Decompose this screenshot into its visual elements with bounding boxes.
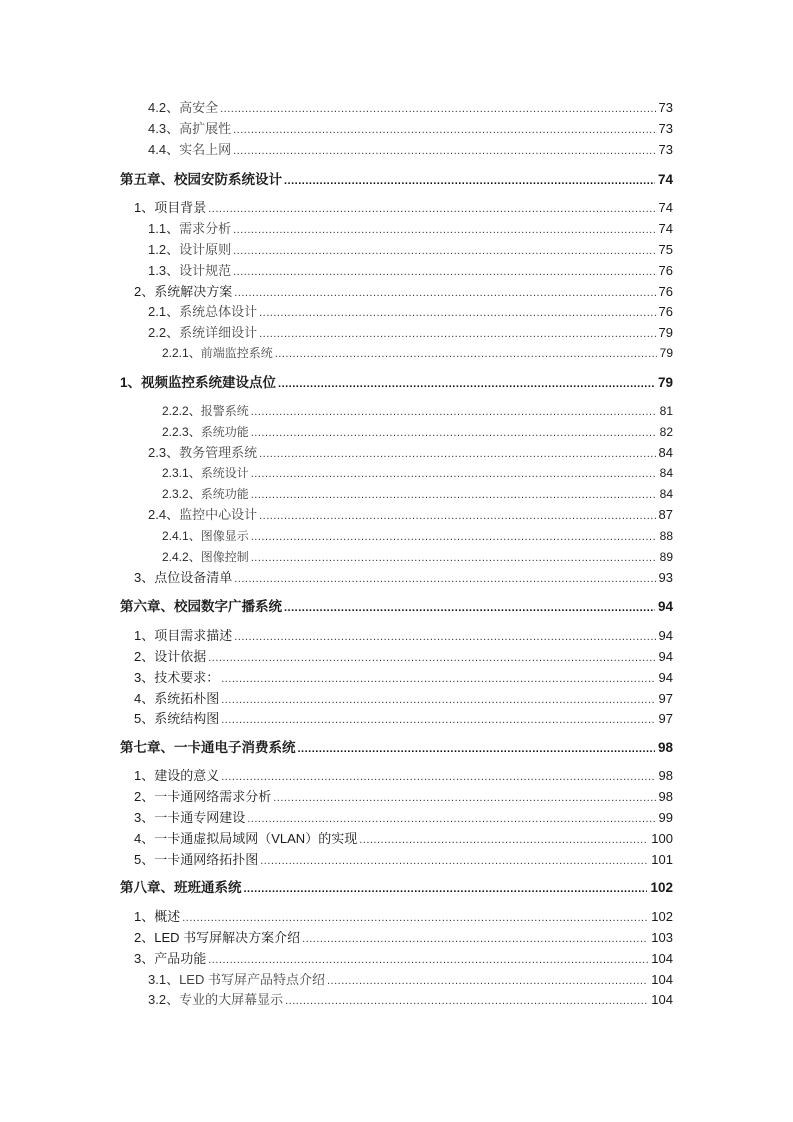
toc-entry[interactable] bbox=[0, 988, 673, 1008]
toc-entry[interactable] bbox=[0, 566, 673, 586]
dot-leader bbox=[273, 789, 655, 805]
toc-entry[interactable] bbox=[0, 321, 673, 341]
dot-leader bbox=[233, 121, 655, 137]
toc-chapter-heading[interactable] bbox=[0, 876, 673, 896]
toc-entry-number: 1、 bbox=[134, 628, 155, 643]
toc-entry-number: 4、 bbox=[134, 831, 155, 846]
toc-page-number: 76 bbox=[658, 263, 673, 278]
toc-chapter-heading[interactable] bbox=[0, 736, 673, 756]
toc-entry-number: 1.3、 bbox=[148, 263, 180, 278]
toc-page-number: 76 bbox=[658, 284, 673, 299]
toc-page-number: 102 bbox=[650, 880, 673, 895]
dot-leader bbox=[278, 375, 655, 391]
toc-entry[interactable] bbox=[0, 300, 673, 320]
toc-entry-number: 3、 bbox=[134, 570, 155, 585]
dot-leader bbox=[247, 810, 655, 826]
dot-leader bbox=[182, 909, 648, 925]
dot-leader bbox=[234, 628, 655, 644]
toc-entry-number: 1、 bbox=[134, 200, 155, 215]
toc-entry-title: 一卡通专网建设 bbox=[154, 810, 246, 825]
toc-page-number: 84 bbox=[658, 445, 673, 460]
toc-page-number: 94 bbox=[658, 628, 673, 643]
toc-page-number: 93 bbox=[658, 570, 673, 585]
toc-entry-title: 系统解决方案 bbox=[154, 284, 233, 299]
toc-entry-number: 2、 bbox=[134, 789, 155, 804]
dot-leader bbox=[234, 284, 655, 300]
toc-page-number: 73 bbox=[658, 100, 673, 115]
toc-entry[interactable] bbox=[0, 117, 673, 137]
toc-entry-title: 高扩展性 bbox=[179, 121, 232, 136]
toc-entry-title: 系统结构图 bbox=[154, 711, 220, 726]
toc-entry-title: 图像显示 bbox=[200, 529, 249, 543]
toc-entry-label bbox=[120, 740, 298, 756]
dot-leader bbox=[221, 768, 655, 784]
toc-entry-label bbox=[134, 852, 260, 868]
dot-leader bbox=[298, 740, 655, 756]
toc-page-number: 94 bbox=[658, 649, 673, 664]
dot-leader bbox=[251, 403, 657, 419]
toc-page-number: 82 bbox=[659, 425, 673, 439]
dot-leader bbox=[221, 711, 655, 727]
toc-entry[interactable] bbox=[0, 968, 673, 988]
toc-entry-label bbox=[148, 221, 233, 237]
toc-entry-number: 1.1、 bbox=[148, 221, 180, 236]
toc-entry-number: 第八章、 bbox=[120, 880, 174, 895]
toc-entry-label bbox=[148, 304, 259, 320]
toc-entry-number: 第六章、 bbox=[120, 599, 174, 614]
toc-entry-title: 项目需求描述 bbox=[154, 628, 233, 643]
toc-page-number: 73 bbox=[658, 121, 673, 136]
dot-leader bbox=[284, 172, 655, 188]
toc-entry-title: 一卡通电子消费系统 bbox=[174, 740, 296, 755]
toc-entry[interactable] bbox=[0, 926, 673, 946]
toc-entry-label bbox=[120, 375, 278, 391]
dot-leader bbox=[302, 930, 648, 946]
toc-entry[interactable] bbox=[0, 545, 673, 565]
toc-entry-label bbox=[134, 768, 221, 784]
toc-entry[interactable] bbox=[0, 138, 673, 158]
toc-entry-label bbox=[162, 465, 251, 481]
toc-entry-label bbox=[134, 284, 234, 300]
toc-entry-label bbox=[148, 242, 233, 258]
toc-entry-label bbox=[148, 445, 259, 461]
toc-entry[interactable] bbox=[0, 707, 673, 727]
toc-entry-number: 4.2、 bbox=[148, 100, 180, 115]
toc-entry-label bbox=[134, 711, 221, 727]
toc-entry-title: 教务管理系统 bbox=[179, 445, 258, 460]
toc-entry-label bbox=[120, 172, 284, 188]
toc-entry-number: 2.1、 bbox=[148, 304, 180, 319]
toc-entry-label bbox=[134, 691, 221, 707]
dot-leader bbox=[285, 992, 648, 1008]
toc-entry-label bbox=[134, 951, 208, 967]
toc-entry-title: 校园安防系统设计 bbox=[174, 172, 282, 187]
toc-page-number: 74 bbox=[657, 172, 673, 187]
toc-page-number: 87 bbox=[658, 507, 673, 522]
toc-entry[interactable] bbox=[0, 461, 673, 481]
dot-leader bbox=[221, 670, 655, 686]
toc-entry[interactable] bbox=[0, 785, 673, 805]
toc-entry-title: 系统设计 bbox=[200, 466, 249, 480]
dot-leader bbox=[359, 831, 648, 847]
toc-page-number: 73 bbox=[658, 142, 673, 157]
toc-entry-label bbox=[134, 649, 208, 665]
toc-entry-label bbox=[148, 972, 327, 988]
toc-entry-title: 概述 bbox=[154, 909, 181, 924]
toc-entry[interactable] bbox=[0, 848, 673, 868]
toc-entry-number: 2.2.3、 bbox=[162, 425, 201, 439]
toc-entry-number: 1.2、 bbox=[148, 242, 180, 257]
toc-entry-label bbox=[134, 831, 359, 847]
toc-page-number: 74 bbox=[658, 221, 673, 236]
toc-entry-title: 系统总体设计 bbox=[179, 304, 258, 319]
dot-leader bbox=[251, 486, 657, 502]
toc-entry-title: 系统拓朴图 bbox=[154, 691, 220, 706]
dot-leader bbox=[208, 200, 655, 216]
toc-page-number: 84 bbox=[659, 487, 673, 501]
toc-page-number: 84 bbox=[659, 466, 673, 480]
toc-entry-title: 前端监控系统 bbox=[200, 346, 273, 360]
toc-entry-label bbox=[162, 424, 251, 440]
toc-entry-title: 监控中心设计 bbox=[179, 507, 258, 522]
dot-leader bbox=[244, 880, 648, 896]
toc-entry[interactable] bbox=[0, 280, 673, 300]
toc-entry-title: 视频监控系统建设点位 bbox=[141, 375, 277, 390]
toc-page-number: 100 bbox=[651, 831, 673, 846]
toc-page-number: 102 bbox=[651, 909, 673, 924]
toc-page-number: 74 bbox=[658, 200, 673, 215]
toc-entry-title: 专业的大屏幕显示 bbox=[179, 992, 284, 1007]
toc-entry-title: 设计原则 bbox=[179, 242, 232, 257]
toc-entry-title: 一卡通网络需求分析 bbox=[154, 789, 272, 804]
toc-chapter-heading[interactable] bbox=[0, 168, 673, 188]
toc-entry-label bbox=[134, 789, 273, 805]
dot-leader bbox=[233, 221, 655, 237]
toc-entry-label bbox=[148, 263, 233, 279]
dot-leader bbox=[275, 345, 657, 361]
toc-entry-number: 2、 bbox=[134, 649, 155, 664]
toc-page-number: 104 bbox=[651, 972, 673, 987]
toc-entry-label bbox=[148, 121, 233, 137]
toc-entry-title: 需求分析 bbox=[179, 221, 232, 236]
toc-entry-label bbox=[134, 810, 247, 826]
dot-leader bbox=[259, 304, 655, 320]
toc-entry-label bbox=[120, 880, 244, 896]
toc-entry-label bbox=[134, 570, 234, 586]
toc-entry[interactable] bbox=[0, 524, 673, 544]
toc-entry-number: 5、 bbox=[134, 711, 155, 726]
toc-entry-title: 校园数字广播系统 bbox=[174, 599, 282, 614]
toc-entry[interactable] bbox=[0, 905, 673, 925]
toc-entry-label bbox=[148, 142, 233, 158]
toc-page-number: 81 bbox=[659, 404, 673, 418]
toc-entry-title: 图像控制 bbox=[200, 550, 249, 564]
toc-entry-number: 2.3.2、 bbox=[162, 487, 201, 501]
toc-entry-number: 4、 bbox=[134, 691, 155, 706]
dot-leader bbox=[221, 691, 655, 707]
toc-entry-title: 高安全 bbox=[179, 100, 219, 115]
toc-page-number: 88 bbox=[659, 529, 673, 543]
toc-entry-title: 一卡通虚拟局域网（VLAN）的实现 bbox=[154, 831, 358, 846]
toc-entry-title: 设计依据 bbox=[154, 649, 207, 664]
toc-entry-number: 2.2.1、 bbox=[162, 346, 201, 360]
toc-entry[interactable] bbox=[0, 441, 673, 461]
toc-entry-number: 2、 bbox=[134, 930, 155, 945]
toc-page-number: 94 bbox=[658, 670, 673, 685]
dot-leader bbox=[208, 951, 648, 967]
dot-leader bbox=[233, 142, 655, 158]
toc-entry-number: 2.3、 bbox=[148, 445, 180, 460]
toc-entry-title: 设计规范 bbox=[179, 263, 232, 278]
dot-leader bbox=[260, 852, 648, 868]
toc-entry-label bbox=[134, 628, 234, 644]
toc-entry-title: 一卡通网络拓扑图 bbox=[154, 852, 259, 867]
toc-entry[interactable] bbox=[0, 666, 673, 686]
toc-entry[interactable] bbox=[0, 764, 673, 784]
toc-entry-label bbox=[120, 599, 284, 615]
toc-page-number: 98 bbox=[658, 789, 673, 804]
toc-entry-title: 建设的意义 bbox=[154, 768, 220, 783]
toc-entry-label bbox=[148, 992, 285, 1008]
toc-page-number: 97 bbox=[658, 711, 673, 726]
toc-chapter-heading[interactable] bbox=[0, 595, 673, 615]
toc-entry-title: 产品功能 bbox=[154, 951, 207, 966]
toc-entry[interactable] bbox=[0, 503, 673, 523]
toc-page-number: 79 bbox=[659, 346, 673, 360]
toc-entry-label bbox=[162, 486, 251, 502]
toc-entry-number: 2、 bbox=[134, 284, 155, 299]
toc-entry-number: 4.4、 bbox=[148, 142, 180, 157]
toc-entry-label bbox=[162, 528, 251, 544]
toc-entry[interactable] bbox=[0, 624, 673, 644]
toc-entry-title: 技术要求： bbox=[154, 670, 220, 685]
toc-entry-label bbox=[134, 200, 208, 216]
toc-page-number: 98 bbox=[657, 740, 673, 755]
dot-leader bbox=[251, 465, 657, 481]
toc-entry[interactable] bbox=[0, 341, 673, 361]
toc-entry-number: 3、 bbox=[134, 670, 155, 685]
toc-entry-label bbox=[148, 507, 259, 523]
toc-entry[interactable] bbox=[0, 238, 673, 258]
toc-page-number: 101 bbox=[651, 852, 673, 867]
toc-entry-title: 实名上网 bbox=[179, 142, 232, 157]
toc-page-number: 104 bbox=[651, 951, 673, 966]
toc-entry-number: 5、 bbox=[134, 852, 155, 867]
dot-leader bbox=[234, 570, 655, 586]
toc-entry[interactable] bbox=[0, 827, 673, 847]
toc-page-number: 99 bbox=[658, 810, 673, 825]
dot-leader bbox=[259, 445, 655, 461]
toc-entry-label bbox=[148, 325, 259, 341]
toc-entry[interactable] bbox=[0, 687, 673, 707]
toc-entry[interactable] bbox=[0, 806, 673, 826]
toc-entry-label bbox=[162, 549, 251, 565]
toc-entry-title: 点位设备清单 bbox=[154, 570, 233, 585]
toc-page-number: 75 bbox=[658, 242, 673, 257]
toc-entry-number: 1、 bbox=[134, 909, 155, 924]
dot-leader bbox=[259, 325, 655, 341]
dot-leader bbox=[251, 549, 657, 565]
dot-leader bbox=[233, 263, 655, 279]
toc-page-number: 103 bbox=[651, 930, 673, 945]
dot-leader bbox=[251, 424, 657, 440]
dot-leader bbox=[259, 507, 655, 523]
toc-page-number: 98 bbox=[658, 768, 673, 783]
dot-leader bbox=[251, 528, 657, 544]
toc-page-number: 89 bbox=[659, 550, 673, 564]
dot-leader bbox=[284, 599, 655, 615]
toc-entry-title: 报警系统 bbox=[200, 404, 249, 418]
toc-entry-label bbox=[162, 345, 275, 361]
toc-entry-label bbox=[134, 909, 182, 925]
toc-entry-title: LED 书写屏解决方案介绍 bbox=[154, 930, 301, 945]
dot-leader bbox=[327, 972, 648, 988]
toc-entry[interactable] bbox=[0, 645, 673, 665]
toc-entry-number: 2.2.2、 bbox=[162, 404, 201, 418]
toc-entry-number: 2.3.1、 bbox=[162, 466, 201, 480]
toc-entry-label bbox=[134, 930, 302, 946]
toc-entry-number: 1、 bbox=[120, 375, 142, 390]
toc-entry[interactable] bbox=[0, 259, 673, 279]
toc-entry-number: 2.4、 bbox=[148, 507, 180, 522]
toc-entry-label bbox=[162, 403, 251, 419]
dot-leader bbox=[208, 649, 655, 665]
dot-leader bbox=[233, 242, 655, 258]
toc-entry[interactable] bbox=[0, 947, 673, 967]
toc-entry-label bbox=[148, 100, 220, 116]
toc-entry[interactable] bbox=[0, 399, 673, 419]
toc-page-number: 79 bbox=[658, 325, 673, 340]
toc-entry[interactable] bbox=[0, 217, 673, 237]
toc-entry-number: 2.2、 bbox=[148, 325, 180, 340]
toc-page-number: 76 bbox=[658, 304, 673, 319]
toc-entry[interactable] bbox=[0, 96, 673, 116]
toc-entry-title: 项目背景 bbox=[154, 200, 207, 215]
toc-entry-title: LED 书写屏产品特点介绍 bbox=[179, 972, 325, 987]
toc-chapter-heading[interactable] bbox=[0, 371, 673, 391]
toc-entry-number: 2.4.2、 bbox=[162, 550, 201, 564]
toc-entry-number: 第五章、 bbox=[120, 172, 174, 187]
toc-entry-number: 第七章、 bbox=[120, 740, 174, 755]
toc-entry-number: 3、 bbox=[134, 810, 155, 825]
toc-entry-number: 3.1、 bbox=[148, 972, 180, 987]
toc-entry-number: 2.4.1、 bbox=[162, 529, 201, 543]
toc-entry-title: 班班通系统 bbox=[174, 880, 242, 895]
toc-entry-label bbox=[134, 670, 221, 686]
toc-entry-number: 1、 bbox=[134, 768, 155, 783]
toc-entry[interactable] bbox=[0, 196, 673, 216]
toc-entry-number: 3、 bbox=[134, 951, 155, 966]
toc-entry[interactable] bbox=[0, 482, 673, 502]
toc-entry-title: 系统功能 bbox=[200, 487, 249, 501]
toc-page-number: 79 bbox=[657, 375, 673, 390]
toc-entry-number: 3.2、 bbox=[148, 992, 180, 1007]
toc-page-number: 97 bbox=[658, 691, 673, 706]
toc-page-number: 94 bbox=[657, 599, 673, 614]
dot-leader bbox=[220, 100, 655, 116]
toc-entry-title: 系统功能 bbox=[200, 425, 249, 439]
toc-entry[interactable] bbox=[0, 420, 673, 440]
toc-page-number: 104 bbox=[651, 992, 673, 1007]
toc-entry-title: 系统详细设计 bbox=[179, 325, 258, 340]
toc-entry-number: 4.3、 bbox=[148, 121, 180, 136]
